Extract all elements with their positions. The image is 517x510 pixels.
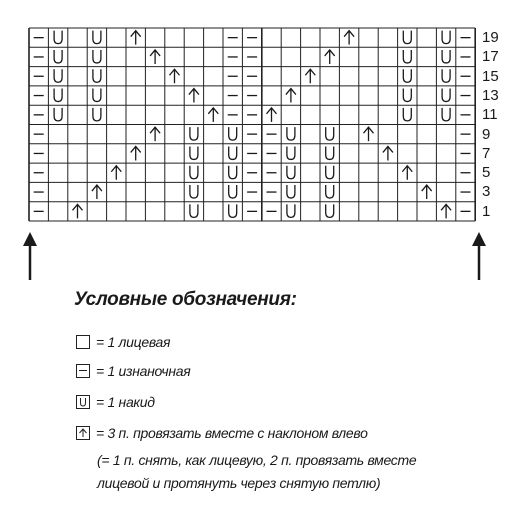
yarnover-mark	[54, 108, 62, 121]
yarnover-mark	[442, 108, 450, 121]
yarnover-mark	[229, 146, 237, 159]
yarnover-mark	[287, 185, 295, 198]
yarnover-mark	[287, 204, 295, 217]
decrease-mark	[383, 146, 393, 160]
decrease-mark	[208, 108, 218, 122]
decrease-mark	[170, 69, 180, 83]
yarnover-mark	[403, 69, 411, 82]
yarnover-mark	[229, 204, 237, 217]
decrease-mark	[344, 31, 354, 45]
legend-item-label: = 1 лицевая	[96, 334, 171, 350]
yarnover-mark	[54, 31, 62, 44]
row-number: 11	[482, 106, 498, 124]
yarnover-mark	[54, 89, 62, 102]
yarnover-mark	[442, 69, 450, 82]
yarnover-mark	[442, 89, 450, 102]
decrease-mark	[92, 185, 102, 199]
decrease-mark	[402, 166, 412, 180]
row-number: 5	[482, 164, 491, 182]
yarnover-mark	[93, 31, 101, 44]
row-number: 9	[482, 125, 491, 143]
row-number: 7	[482, 144, 491, 162]
legend-title: Условные обозначения:	[74, 289, 297, 310]
yarnover-mark	[93, 89, 101, 102]
yarnover-mark	[54, 69, 62, 82]
start-arrow-right-icon	[470, 232, 488, 282]
legend-item-label: = 1 накид	[96, 394, 155, 410]
decrease-mark	[364, 127, 374, 141]
yarnover-symbol-icon	[76, 395, 90, 409]
row-number: 19	[482, 29, 499, 46]
legend-item-knit	[76, 334, 170, 350]
decrease-mark	[441, 204, 451, 218]
decrease-mark	[131, 146, 141, 160]
yarnover-mark	[93, 69, 101, 82]
decrease-symbol-icon	[76, 426, 90, 440]
decrease-mark	[286, 89, 296, 103]
yarnover-mark	[190, 185, 198, 198]
decrease-mark	[73, 204, 83, 218]
row-number: 15	[482, 67, 499, 85]
decrease-mark	[422, 185, 432, 199]
decrease-mark	[305, 69, 315, 83]
yarnover-mark	[326, 204, 334, 217]
row-number: 1	[482, 202, 491, 220]
yarnover-mark	[93, 50, 101, 63]
yarnover-mark	[326, 146, 334, 159]
yarnover-mark	[403, 31, 411, 44]
row-number: 3	[482, 183, 491, 201]
yarnover-mark	[326, 127, 334, 140]
row-number: 17	[482, 48, 499, 66]
legend-item-yarnover	[76, 394, 155, 410]
knit-symbol-icon	[76, 335, 90, 349]
legend-item-label: = 1 изнаночная	[96, 363, 191, 379]
yarnover-mark	[54, 50, 62, 63]
yarnover-mark	[229, 185, 237, 198]
yarnover-mark	[190, 127, 198, 140]
decrease-mark	[150, 127, 160, 141]
yarnover-mark	[326, 185, 334, 198]
decrease-mark	[325, 50, 335, 64]
legend-item-decrease	[76, 425, 368, 441]
yarnover-mark	[287, 127, 295, 140]
yarnover-mark	[229, 127, 237, 140]
legend-item-purl	[76, 363, 190, 379]
yarnover-mark	[190, 146, 198, 159]
yarnover-mark	[287, 166, 295, 179]
legend-note-line-2: лицевой и протянуть через снятую петлю)	[97, 475, 381, 491]
legend-note-line-1: (= 1 п. снять, как лицевую, 2 п. провязать вместе	[97, 452, 417, 468]
start-arrow-left-icon	[21, 232, 39, 282]
legend-item-label: = 3 п. провязать вместе с наклоном влево	[96, 425, 368, 441]
yarnover-mark	[442, 31, 450, 44]
yarnover-mark	[93, 108, 101, 121]
yarnover-mark	[190, 166, 198, 179]
row-number: 13	[482, 86, 499, 104]
yarnover-mark	[442, 50, 450, 63]
decrease-mark	[111, 166, 121, 180]
decrease-mark	[131, 31, 141, 45]
yarnover-mark	[403, 89, 411, 102]
yarnover-mark	[403, 108, 411, 121]
yarnover-mark	[287, 146, 295, 159]
decrease-mark	[267, 108, 277, 122]
purl-symbol-icon	[76, 364, 90, 378]
yarnover-mark	[190, 204, 198, 217]
decrease-mark	[150, 50, 160, 64]
yarnover-mark	[229, 166, 237, 179]
yarnover-mark	[403, 50, 411, 63]
yarnover-mark	[326, 166, 334, 179]
decrease-mark	[189, 89, 199, 103]
